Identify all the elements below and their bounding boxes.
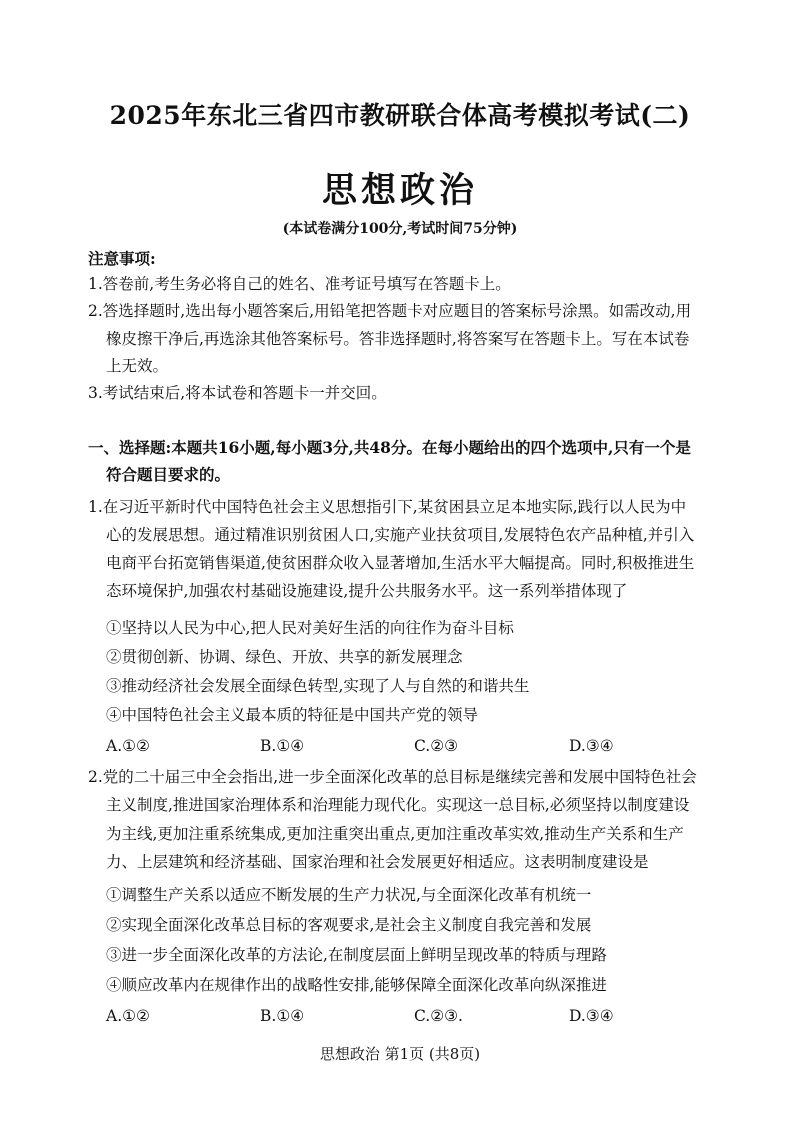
q2-stem-line-1: 2.党的二十届三中全会指出,进一步全面深化改革的总目标是继续完善和发展中国特色社会 [88,768,697,786]
q1-stem-line-2: 心的发展思想。通过精准识别贫困人口,实施产业扶贫项目,发展特色农产品种植,并引入 [106,526,695,544]
q2-stem-line-2: 主义制度,推进国家治理体系和治理能力现代化。实现这一总目标,必须坚持以制度建设 [106,796,690,814]
exam-title: 2025年东北三省四市教研联合体高考模拟考试(二) [109,101,691,130]
q2-option-d: D.③④ [569,1007,614,1025]
note-2-line-1: 2.答选择题时,选出每小题答案后,用铅笔把答题卡对应题目的答案标号涂黑。如需改动,用 [88,302,692,320]
q1-stem-line-3: 电商平台拓宽销售渠道,使贫困群众收入显著增加,生活水平大幅提高。同时,积极推进生 [106,554,695,572]
q2-stem-line-4: 力、上层建筑和经济基础、国家治理和社会发展更好相适应。这表明制度建设是 [106,853,649,871]
q1-statement-3: ③推动经济社会发展全面绿色转型,实现了人与自然的和谐共生 [106,677,530,695]
q2-statement-1: ①调整生产关系以适应不断发展的生产力状况,与全面深化改革有机统一 [106,886,592,904]
q1-option-c: C.②③ [414,737,459,755]
q1-statement-4: ④中国特色社会主义最本质的特征是中国共产党的领导 [106,706,479,724]
note-1: 1.答卷前,考生务必将自己的姓名、准考证号填写在答题卡上。 [88,275,511,293]
section-heading-line-2: 符合题目要求的。 [106,465,231,484]
q2-option-a: A.①② [106,1007,150,1025]
notes-heading: 注意事项: [88,249,156,268]
q2-statement-2: ②实现全面深化改革总目标的客观要求,是社会主义制度自我完善和发展 [106,916,592,934]
q2-stem-line-3: 为主线,更加注重系统集成,更加注重突出重点,更加注重改革实效,推动生产关系和生产 [106,825,684,843]
q2-statement-4: ④顺应改革内在规律作出的战略性安排,能够保障全面深化改革向纵深推进 [106,976,607,994]
subject-title: 思想政治 [321,170,478,211]
section-heading-line-1: 一、选择题:本题共16小题,每小题3分,共48分。在每小题给出的四个选项中,只有一个是 [88,438,691,457]
note-2-line-3: 上无效。 [106,357,169,375]
q1-stem-line-1: 1.在习近平新时代中国特色社会主义思想指引下,某贫困县立足本地实际,践行以人民为中 [88,498,687,516]
q1-statement-1: ①坚持以人民为中心,把人民对美好生活的向往作为奋斗目标 [106,619,514,637]
q1-option-a: A.①② [106,737,150,755]
note-3: 3.考试结束后,将本试卷和答题卡一并交回。 [88,384,387,402]
q2-statement-3: ③进一步全面深化改革的方法论,在制度层面上鲜明呈现改革的特质与理路 [106,946,607,964]
exam-info: (本试卷满分100分,考试时间75分钟) [282,221,518,237]
q1-option-b: B.①④ [260,737,305,755]
note-2-line-2: 橡皮擦干净后,再选涂其他答案标号。答非选择题时,将答案写在答题卡上。写在本试卷 [106,330,690,348]
q1-stem-line-4: 态环境保护,加强农村基础设施建设,提升公共服务水平。这一系列举措体现了 [106,582,628,600]
q1-statement-2: ②贯彻创新、协调、绿色、开放、共享的新发展理念 [106,648,463,666]
page-footer: 思想政治 第1页 (共8页) [319,1045,481,1063]
q2-option-b: B.①④ [260,1007,305,1025]
q1-option-d: D.③④ [569,737,614,755]
q2-option-c: C.②③. [414,1007,463,1025]
